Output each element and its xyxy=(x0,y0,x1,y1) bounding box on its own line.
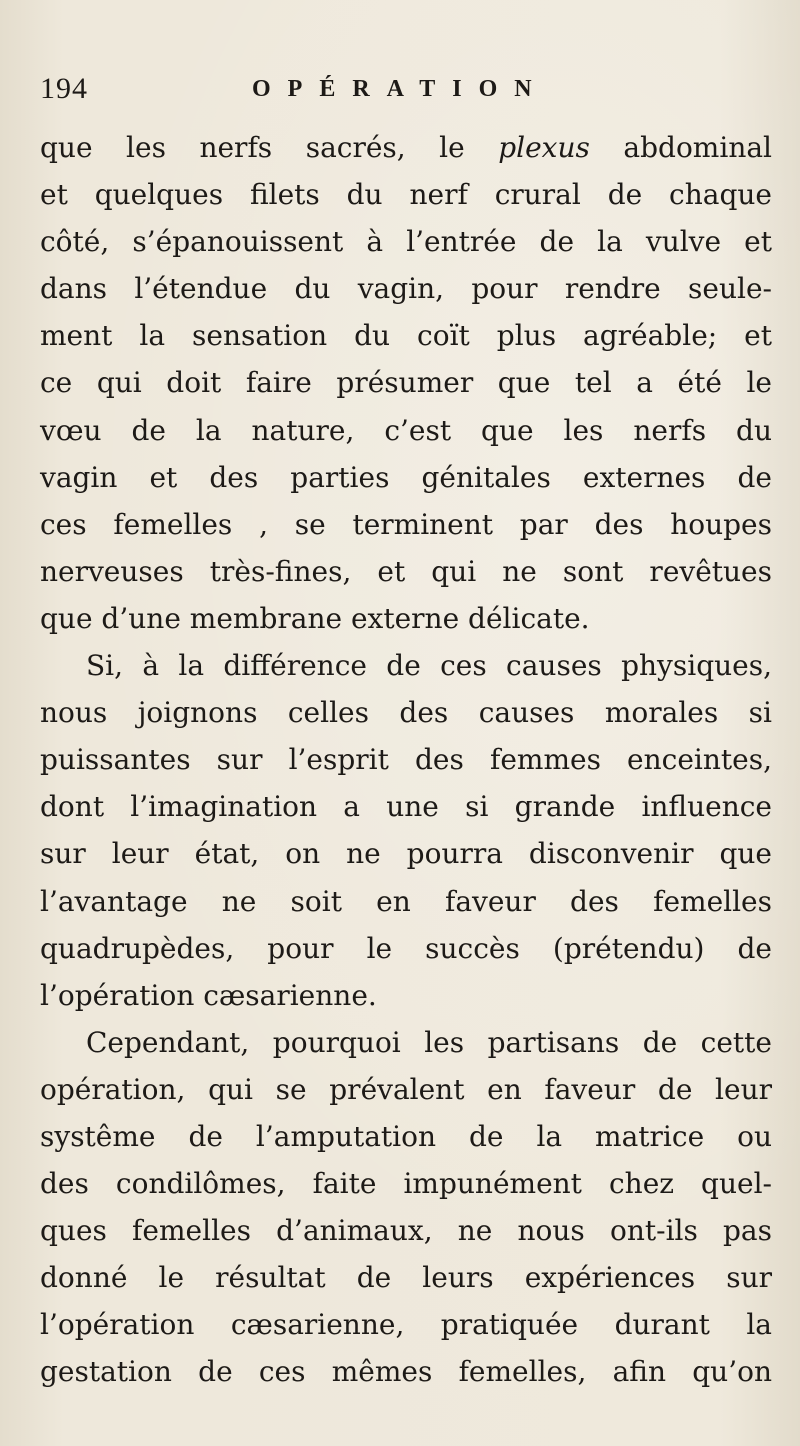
text-run: que les nerfs sacrés, le xyxy=(40,131,499,164)
text-line: et quelques filets du nerf crural de chaque xyxy=(40,178,772,212)
text-line: Cependant, pourquoi les partisans de cette xyxy=(86,1025,772,1059)
text-line: ces femelles , se terminent par des houpes xyxy=(40,507,772,541)
text-line: ques femelles d’animaux, ne nous ont-ils pas xyxy=(40,1214,772,1248)
text-line: l’opération cæsarienne, pratiquée durant la xyxy=(40,1308,772,1342)
text-line: opération, qui se prévalent en faveur de leur xyxy=(40,1072,772,1106)
text-line: l’opération cæsarienne. xyxy=(40,978,377,1012)
text-line: des condilômes, faite impunément chez quel- xyxy=(40,1167,772,1201)
italic-term: plexus xyxy=(498,131,590,164)
text-line: vagin et des parties génitales externes de xyxy=(40,460,772,494)
page-number: 194 xyxy=(40,72,88,105)
text-line: vœu de la nature, c’est que les nerfs du xyxy=(40,413,772,447)
text-line: puissantes sur l’esprit des femmes enceintes, xyxy=(40,743,772,777)
text-line: gestation de ces mêmes femelles, afin qu’on xyxy=(40,1355,772,1389)
text-line: côté, s’épanouissent à l’entrée de la vulve et xyxy=(40,225,772,259)
text-line: ce qui doit faire présumer que tel a été le xyxy=(40,366,772,400)
page-header xyxy=(0,72,800,112)
text-run: abdominal xyxy=(589,131,772,164)
text-line: systême de l’amputation de la matrice ou xyxy=(40,1119,772,1153)
text-line: ment la sensation du coït plus agréable; et xyxy=(40,319,772,353)
text-line: que d’une membrane externe délicate. xyxy=(40,601,590,635)
text-line xyxy=(40,124,772,171)
text-line: dans l’étendue du vagin, pour rendre seule- xyxy=(40,272,772,306)
body-text xyxy=(40,124,772,1396)
text-line: quadrupèdes, pour le succès (prétendu) de xyxy=(40,931,772,965)
text-line: dont l’imagination a une si grande influence xyxy=(40,790,772,824)
text-line: Si, à la différence de ces causes physiques, xyxy=(86,649,772,683)
text-line: donné le résultat de leurs expériences sur xyxy=(40,1261,772,1295)
text-line: nous joignons celles des causes morales si xyxy=(40,696,772,730)
running-title: OPÉRATION xyxy=(252,76,549,102)
text-line: l’avantage ne soit en faveur des femelles xyxy=(40,884,772,918)
text-line: nerveuses très-fines, et qui ne sont revêtues xyxy=(40,554,772,588)
text-line: sur leur état, on ne pourra disconvenir que xyxy=(40,837,772,871)
